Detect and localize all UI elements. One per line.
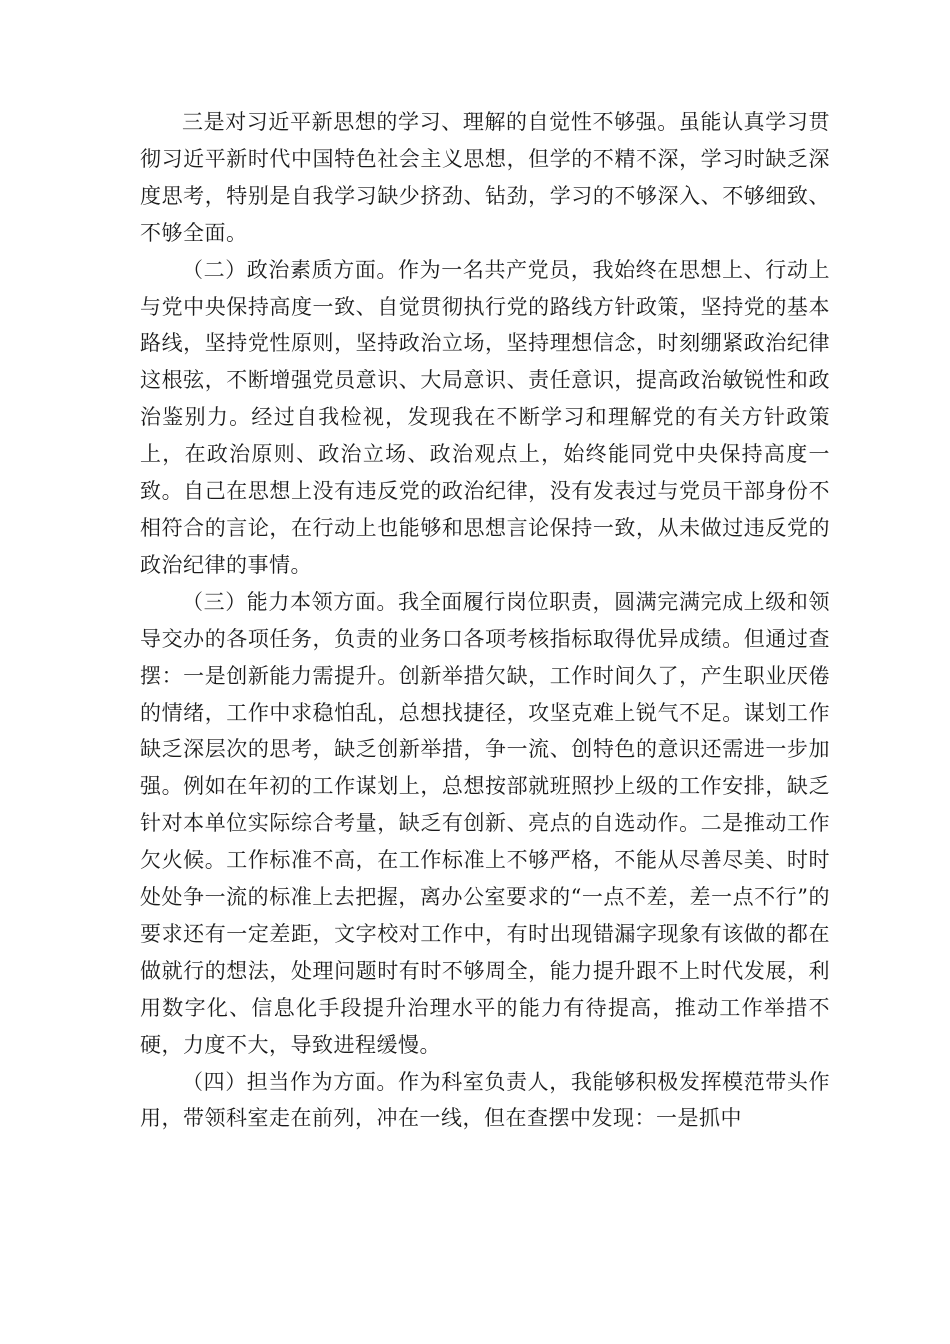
paragraph-political-quality: （二）政治素质方面。作为一名共产党员，我始终在思想上、行动上与党中央保持高度一致、自觉贯彻执行党的路线方针政策，坚持党的基本路线，坚持党性原则，坚持政治立场，坚持理想信念，时刻绷紧政治纪律这根弦，不断增强党员意识、大局意识、责任意识，提高政治敏锐性和政治鉴别力。经过自我检视，发现我在不断学习和理解党的有关方针政策上，在政治原则、政治立场、政治观点上，始终能同党中央保持高度一致。自己在思想上没有违反党的政治纪律，没有发表过与党员干部身份不相符合的言论，在行动上也能够和思想言论保持一致，从未做过违反党的政治纪律的事情。 <box>140 257 830 577</box>
paragraph-study-awareness: 三是对习近平新思想的学习、理解的自觉性不够强。虽能认真学习贯彻习近平新时代中国特色社会主义思想，但学的不精不深，学习时缺乏深度思考，特别是自我学习缺少挤劲、钻劲，学习的不够深入、不够细致、不够全面。 <box>140 110 830 245</box>
document-body <box>140 104 830 1137</box>
paragraph-ability: （三）能力本领方面。我全面履行岗位职责，圆满完满完成上级和领导交办的各项任务，负责的业务口各项考核指标取得优异成绩。但通过查摆：一是创新能力需提升。创新举措欠缺，工作时间久了，产生职业厌倦的情绪，工作中求稳怕乱，总想找捷径，攻坚克难上锐气不足。谋划工作缺乏深层次的思考，缺乏创新举措，争一流、创特色的意识还需进一步加强。例如在年初的工作谋划上，总想按部就班照抄上级的工作安排，缺乏针对本单位实际综合考量，缺乏有创新、亮点的自选动作。二是推动工作欠火候。工作标准不高，在工作标准上不够严格，不能从尽善尽美、时时处处争一流的标准上去把握，离办公室要求的“一点不差，差一点不行”的要求还有一定差距，文字校对工作中，有时出现错漏字现象有该做的都在做就行的想法，处理问题时有时不够周全，能力提升跟不上时代发展，利用数字化、信息化手段提升治理水平的能力有待提高，推动工作举措不硬，力度不大，导致进程缓慢。 <box>140 589 830 1057</box>
paragraph-responsibility: （四）担当作为方面。作为科室负责人，我能够积极发挥模范带头作用，带领科室走在前列，冲在一线，但在查摆中发现：一是抓中 <box>140 1069 830 1131</box>
